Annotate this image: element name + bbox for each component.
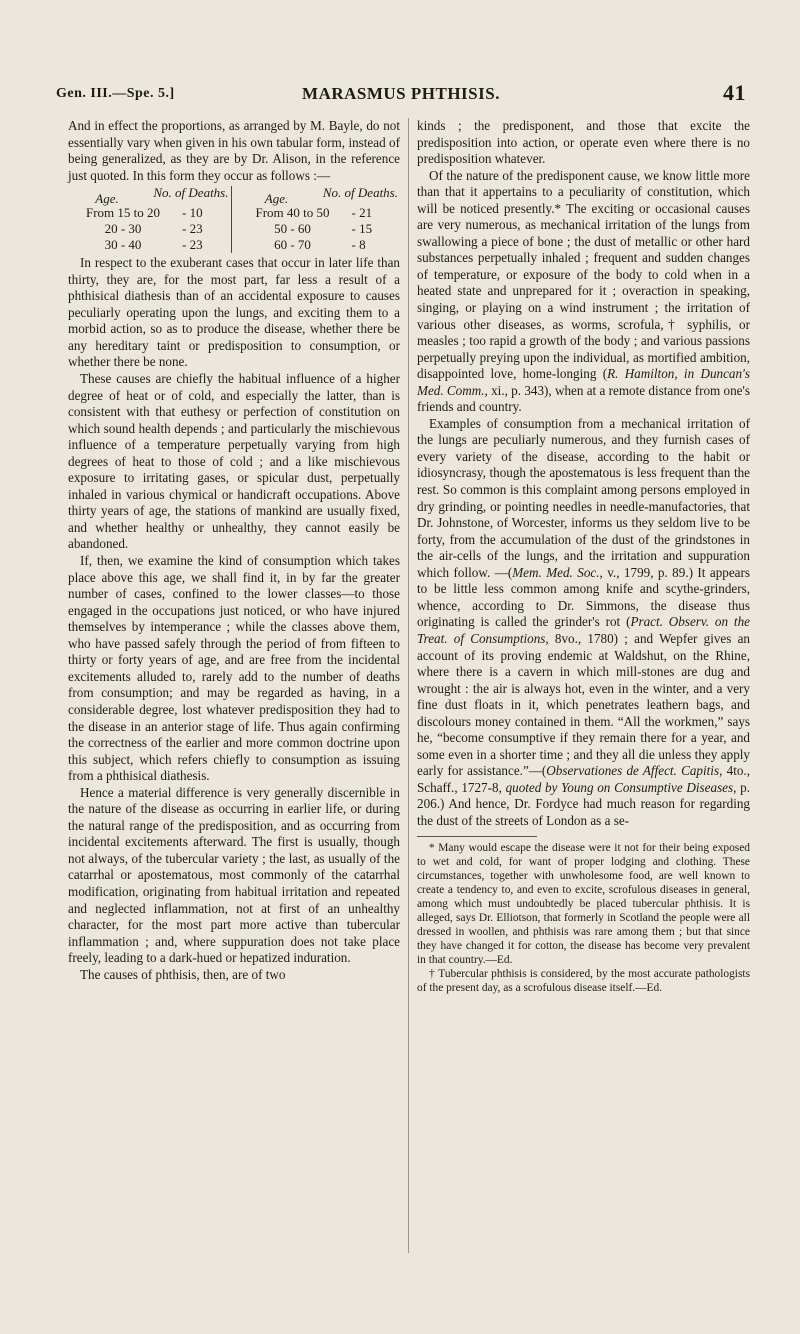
death-count: - 15 (351, 221, 373, 237)
death-count: - 8 (351, 237, 366, 253)
paragraph-intro: And in effect the proportions, as arranged by M. Bayle, do not essentially vary when given in his own tabular form, instead of being generalized, as they are by Dr. Alison, in the reference just quoted. In this form they occur as follows :— (68, 118, 400, 183)
age-header: Age. (95, 191, 119, 207)
citation: quoted by Young on Consumptive Diseases (505, 779, 734, 795)
paragraph: The causes of phthisis, then, are of two (80, 966, 286, 982)
death-count: - 10 (182, 205, 203, 221)
deaths-header: No. of Deaths. (153, 185, 229, 201)
age-range: 30 - 40 (104, 237, 142, 253)
age-range: From 40 to 50 (255, 205, 330, 221)
paragraph: kinds ; the predisponent, and those that excite the predisposition into action, or operate even where there is no predisposition whatever. (417, 118, 750, 167)
citation: R. Hamilton, in Duncan's Med. Comm. (417, 366, 750, 398)
death-count: - 21 (351, 205, 373, 221)
paragraph: These causes are chiefly the habitual influence of a higher degree of heat or of cold, and especially the latter, than is consistent with that euthesy or perfection of constitution on which sound health depends ; and particularly the mischievous influence of a temperature perpetually varying from high degrees of heat to those of cold ; and a like mischievous exposure to irritating gases, or spicular dust, perpetually inhaled in various chymical or handicraft occupations. Above thirty years of age, the stations of mankind are usually fixed, and whether healthy or unhealthy, they cannot easily be abandoned. (68, 371, 400, 552)
age-range: 50 - 60 (274, 221, 311, 237)
footnote-rule (417, 836, 537, 837)
citation: Mem. Med. Soc. (512, 564, 600, 580)
table-row (238, 221, 401, 237)
age-table-right (231, 186, 401, 253)
paragraph: Examples of consumption from a mechanical irritation of the lungs are peculiarly numerous, and they furnish cases of every variety of the disease, according to the habit or idiosyncrasy, though the apostematous is less frequent than the rest. So common is this complaint among persons employed in dry grinding, or pointing needles in needle-manufactories, that Dr. Johnstone, of Worcester, informs us they seldom live to be forty, from the accumulation of the dust of the grindstones in the air-cells of the lungs, and the irritation and suppuration which follow. —(Mem. Med. Soc., v., 1799, p. 89.) It appears to be little less common among knife and scythe-grinders, whence, according to Dr. Simmons, the disease thus originating is called the grinder's rot (Pract. Observ. on the Treat. of Consumptions, 8vo., 1780) ; and Wepfer gives an account of its proving endemic at Waldshut, on the Rhine, where there is a cavern in which mill-stones are dug and wrought : the air is always hot, even in the winter, and a very fine dust floats in it, which penetrates leathern bags, and discolours money contained in them. “All the workmen,” says he, “become consumptive if they remain there for a year, and some even in a shorter time ; and they all die unless they apply early for assistance.”—(Observationes de Affect. Capitis, 4to., Schaff., 1727-8, quoted by Young on Consumptive Diseases, p. 206.) And hence, Dr. Fordyce had much reason for regarding the dust of the streets of London as a se- (417, 415, 750, 828)
header-section-ref: Gen. III.—Spe. 5.] (56, 86, 175, 101)
page-number: 41 (723, 80, 746, 105)
citation: Observationes de Affect. Capitis (546, 763, 720, 779)
running-header (56, 82, 746, 106)
table-row (238, 205, 401, 221)
footnote: * Many would escape the disease were it not for their being exposed to wet and cold, for want of proper lodging and clothing. These circumstances, together with unwholesome food, are well known to create a tendency to, and even to excite, scrofulous diseases in general, among which must undoubtedly be placed tubercular phthisis. It is alleged, says Dr. Elliotson, that formerly in Scotland the people were all dressed in woollen, and phthisis was rare among them ; but that since they have changed it for cotton, the disease has become very prevalent in that country.—Ed. (417, 841, 750, 967)
paragraph: Hence a material difference is very generally discernible in the nature of the disease as occurring in earlier life, or during the natural range of the predisposition, and as occurring from incidental excitements afterward. The first is usually, though not always, of the tubercular variety ; the last, as usually of the catarrhal or apostematous, most commonly of the catarrhal modification, originating from habitual irritation and repeated and neglected inflammation, not at first of an unhealthy character, for the most part more active than tubercular inflammation ; and, where suppuration does not take place freely, leading to a dark-hued or hepatized induration. (68, 784, 400, 966)
left-column (68, 118, 400, 983)
age-header: Age. (264, 191, 289, 207)
column-divider (408, 118, 409, 1253)
table-row (68, 237, 231, 253)
right-column (417, 118, 750, 996)
deaths-header: No. of Deaths. (322, 185, 398, 201)
age-deaths-table (68, 186, 400, 253)
table-row (68, 205, 231, 221)
paragraph: If, then, we examine the kind of consumption which takes place above this age, we shall find it, in by far the greater number of cases, confined to the lower classes—to those engaged in the occupations just noticed, or who have injured themselves by intemperance ; while the classes above them, who have passed safely through the period of from fifteen to thirty or forty years of age, and are free from the incidental excitements alluded to, rarely add to the number of deaths from consumption; and may be regarded as having, in a considerable degree, lost whatever predisposition they had to the disease in an anterior stage of life. Thus again confirming the correctness of the earlier and more common doctrine upon this subject, which refers chiefly to consumption as issuing from a phthisical diathesis. (68, 553, 400, 784)
age-table-header (68, 186, 231, 205)
footnotes (417, 841, 750, 996)
footnote: † Tubercular phthisis is considered, by the most accurate pathologists of the present day, as a scrofulous disease itself.—Ed. (417, 968, 750, 995)
paragraph: Of the nature of the predisponent cause, we know little more than that it appertains to a peculiarity of constitution, which will be noticed presently.* The exciting or occasional causes are very numerous, as mechanical irritation of the lungs from swallowing a piece of bone ; the dust of metallic or other hard substances perpetually inhaled ; frequent and sudden changes of temperature, or exposure of the body to cold when in a heated state and unprepared for it ; overaction in speaking, singing, or playing on a wind instrument ; the irritation of various other diseases, as worms, scrofula,† syphilis, or measles ; too rapid a growth of the body ; and various passions perpetually preying upon the individual, as mortified ambition, disappointed love, home-longing (R. Hamilton, in Duncan's Med. Comm., xi., p. 343), when at a remote distance from one's friends and country. (417, 167, 751, 415)
paragraph: In respect to the exuberant cases that occur in later life than thirty, they are, for the most part, far less a result of a phthisical diathesis than of an accidental exposure to causes peculiarly operating upon the lungs, and exciting them to a morbid action, so as to produce the disease, whether there be any hereditary taint or predisposition to consumption, or whether there be none. (68, 255, 400, 370)
table-row (238, 237, 401, 253)
age-range: 20 - 30 (104, 221, 142, 237)
header-title: MARASMUS PHTHISIS. (302, 84, 500, 103)
age-table-header (238, 186, 401, 205)
citation: Pract. Observ. on the Treat. of Consumptions (417, 614, 750, 646)
table-row (68, 221, 231, 237)
death-count: - 23 (182, 237, 203, 253)
age-range: From 15 to 20 (85, 205, 161, 221)
death-count: - 23 (182, 221, 203, 237)
age-table-left (68, 186, 231, 253)
age-range: 60 - 70 (274, 237, 311, 253)
